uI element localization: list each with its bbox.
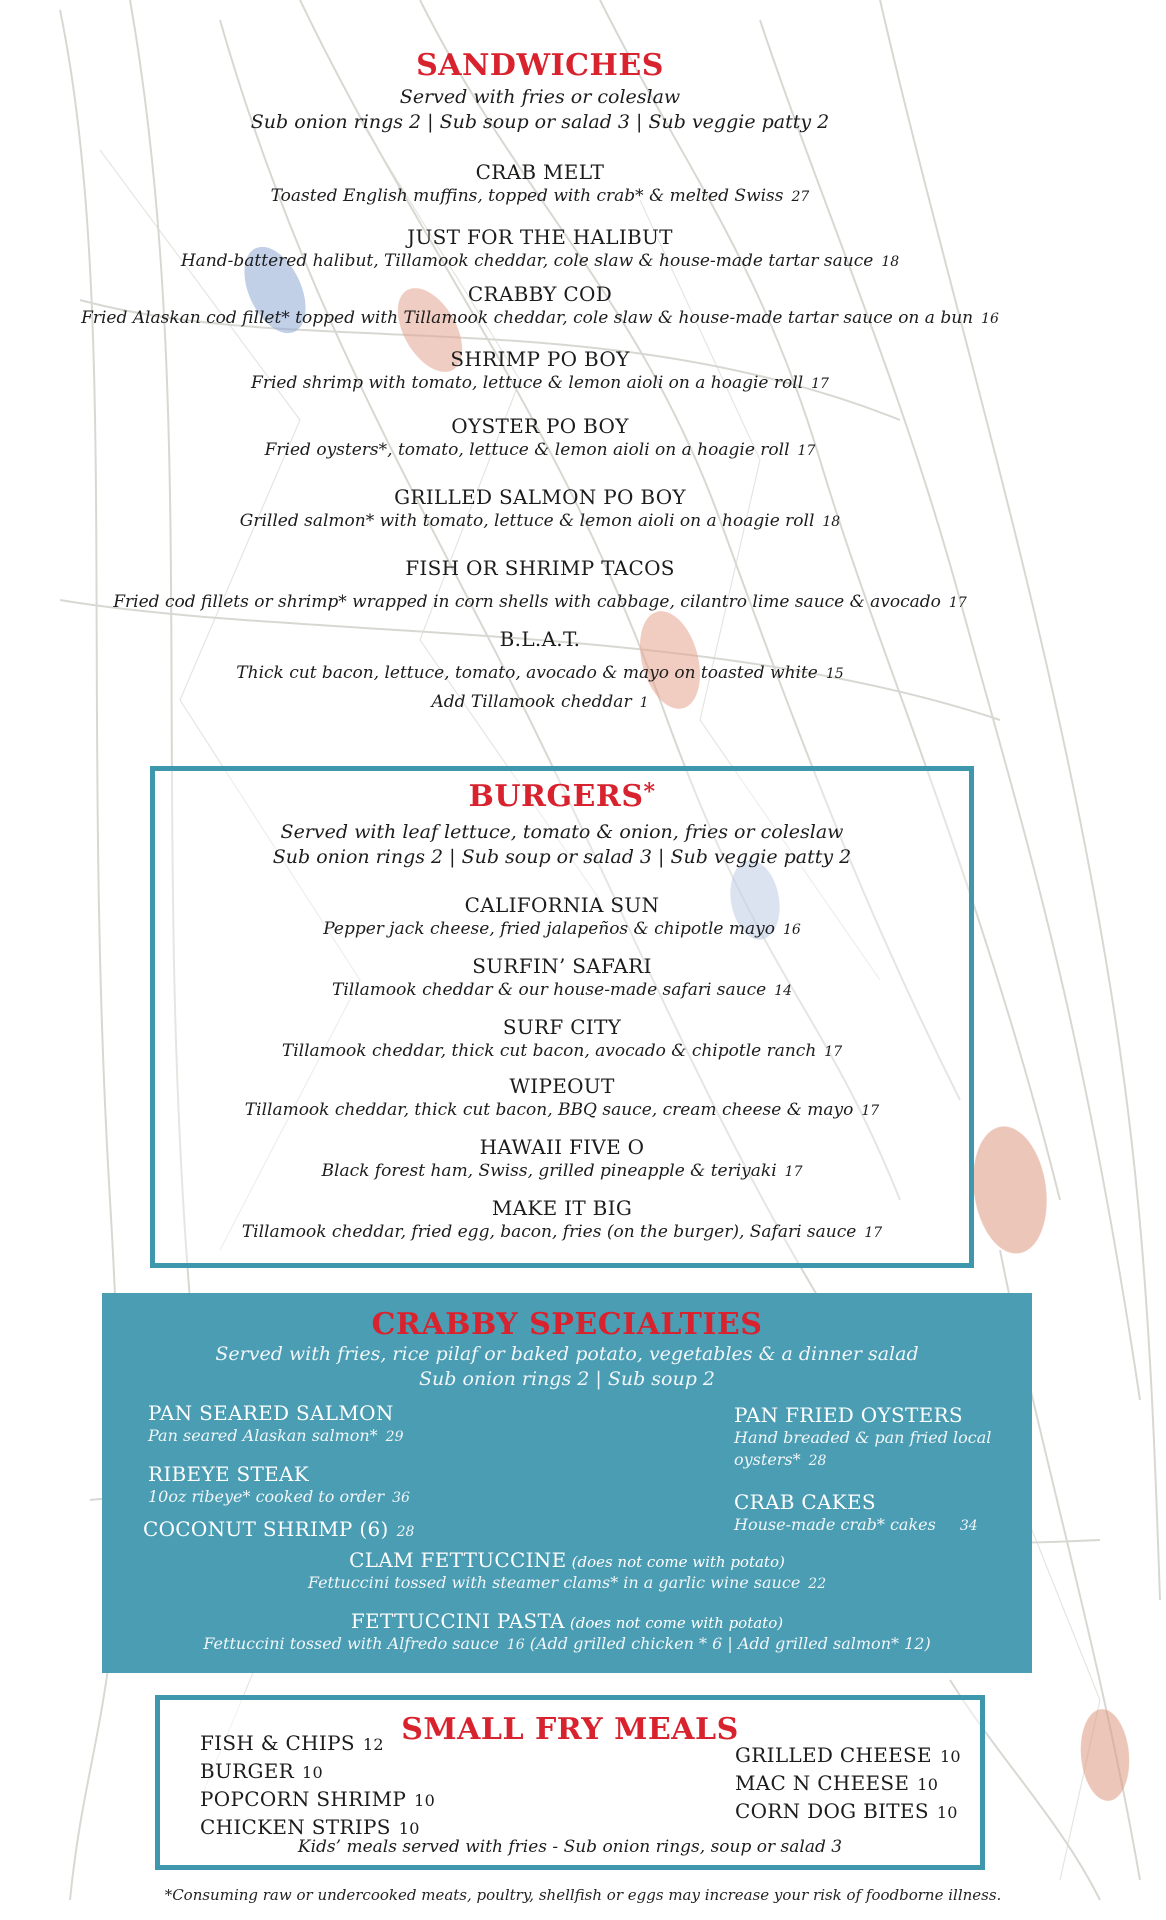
item-description: 10oz ribeye* cooked to order 36 bbox=[148, 1487, 410, 1506]
menu-item bbox=[0, 555, 1080, 614]
item-price: 34 bbox=[959, 1518, 978, 1534]
small-fry-section bbox=[155, 1695, 985, 1870]
item-price: 15 bbox=[825, 666, 844, 682]
item-name: HAWAII FIVE O bbox=[479, 1135, 645, 1159]
item-price: 36 bbox=[392, 1490, 410, 1506]
burgers-substitutions: Sub onion rings 2 | Sub soup or salad 3 | Sub veggie patty 2 bbox=[272, 846, 852, 868]
item-price: 27 bbox=[791, 189, 810, 205]
item-description: Tillamook cheddar, fried egg, bacon, fries (on the burger), Safari sauce 17 bbox=[241, 1222, 883, 1242]
small-fry-left-list bbox=[200, 1730, 435, 1842]
item-name-line bbox=[102, 1548, 1032, 1572]
item-price: 28 bbox=[808, 1453, 827, 1469]
burgers-subtitle: Served with leaf lettuce, tomato & onion, fries or coleslaw bbox=[280, 821, 844, 843]
menu-item bbox=[102, 1609, 1032, 1656]
sandwiches-section bbox=[0, 48, 1080, 714]
item-price: 17 bbox=[797, 443, 816, 459]
menu-item bbox=[155, 1195, 969, 1244]
item-name: GRILLED SALMON PO BOY bbox=[394, 485, 686, 509]
item-name: CRAB MELT bbox=[475, 160, 605, 184]
item-name: FETTUCCINI PASTA bbox=[350, 1609, 565, 1633]
item-description: Pan seared Alaskan salmon* 29 bbox=[148, 1426, 404, 1445]
item-price: 16 bbox=[782, 922, 801, 938]
list-item: CORN DOG BITES 10 bbox=[735, 1799, 958, 1823]
sandwiches-subtitle: Served with fries or coleslaw bbox=[399, 86, 681, 108]
menu-item bbox=[155, 1073, 969, 1122]
item-note: (does not come with potato) bbox=[569, 1614, 784, 1632]
item-price: 17 bbox=[824, 1044, 843, 1060]
crabby-specialties-section bbox=[102, 1293, 1032, 1673]
menu-item bbox=[148, 1462, 578, 1509]
sandwiches-title: SANDWICHES bbox=[416, 48, 664, 83]
item-name: B.L.A.T. bbox=[499, 627, 581, 651]
item-description: Tillamook cheddar & our house-made safari sauce 14 bbox=[331, 980, 793, 1000]
item-description: Tillamook cheddar, thick cut bacon, BBQ sauce, cream cheese & mayo 17 bbox=[244, 1100, 880, 1120]
menu-item bbox=[734, 1403, 1004, 1472]
item-name: OYSTER PO BOY bbox=[451, 414, 629, 438]
item-description: Fried cod fillets or shrimp* wrapped in corn shells with cabbage, cilantro lime sauce & avocado 17 bbox=[113, 592, 967, 612]
list-item: FISH & CHIPS 12 bbox=[200, 1731, 384, 1755]
item-description: Fried Alaskan cod fillet* topped with Tillamook cheddar, cole slaw & house-made tartar sauce on a bun 16 bbox=[81, 308, 999, 328]
item-price: 22 bbox=[808, 1576, 827, 1592]
list-item: GRILLED CHEESE 10 bbox=[735, 1743, 961, 1767]
menu-item bbox=[0, 346, 1080, 395]
item-description: Fettuccini tossed with steamer clams* in a garlic wine sauce 22 bbox=[307, 1573, 827, 1592]
menu-item bbox=[102, 1548, 1032, 1595]
item-description: Black forest ham, Swiss, grilled pineapple & teriyaki 17 bbox=[321, 1161, 803, 1181]
item-price: 17 bbox=[861, 1103, 880, 1119]
crabby-subtitle: Served with fries, rice pilaf or baked potato, vegetables & a dinner salad bbox=[215, 1343, 919, 1365]
item-description: Hand breaded & pan fried local oysters* 28 bbox=[734, 1428, 992, 1469]
item-description: Fettuccini tossed with Alfredo sauce 16 (Add grilled chicken * 6 | Add grilled salmon* 12) bbox=[203, 1634, 931, 1653]
item-name: RIBEYE STEAK bbox=[148, 1462, 310, 1486]
item-description: Fried oysters*, tomato, lettuce & lemon aioli on a hoagie roll 17 bbox=[264, 440, 816, 460]
item-name: SHRIMP PO BOY bbox=[450, 347, 630, 371]
item-name: CALIFORNIA SUN bbox=[464, 893, 660, 917]
item-extras: (Add grilled chicken * 6 | Add grilled salmon* 12) bbox=[529, 1634, 931, 1653]
menu-item bbox=[155, 892, 969, 941]
item-description: Thick cut bacon, lettuce, tomato, avocado & mayo on toasted white 15 bbox=[236, 663, 844, 683]
item-price: 29 bbox=[385, 1429, 404, 1445]
item-name-line bbox=[102, 1609, 1032, 1633]
crabby-left-column bbox=[143, 1401, 578, 1549]
item-price: 18 bbox=[881, 254, 900, 270]
item-price: 17 bbox=[864, 1225, 883, 1241]
item-note: (does not come with potato) bbox=[571, 1553, 785, 1571]
item-price: 17 bbox=[784, 1164, 803, 1180]
item-price: 16 bbox=[981, 311, 999, 327]
menu-item bbox=[155, 1134, 969, 1183]
item-description: Hand-battered halibut, Tillamook cheddar, cole slaw & house-made tartar sauce 18 bbox=[180, 251, 900, 271]
crabby-right-column bbox=[734, 1403, 1004, 1545]
item-description: Fried shrimp with tomato, lettuce & lemon aioli on a hoagie roll 17 bbox=[251, 373, 829, 393]
menu-item bbox=[148, 1401, 578, 1448]
item-price: 16 bbox=[506, 1637, 525, 1653]
item-description: House-made crab* cakes 34 bbox=[734, 1515, 978, 1534]
item-description: Grilled salmon* with tomato, lettuce & lemon aioli on a hoagie roll 18 bbox=[239, 511, 841, 531]
item-name: SURFIN’ SAFARI bbox=[472, 954, 652, 978]
item-price: 28 bbox=[396, 1524, 415, 1540]
item-price: 17 bbox=[811, 376, 829, 392]
burgers-section bbox=[150, 766, 974, 1268]
menu-item bbox=[0, 224, 1080, 273]
crabby-substitutions: Sub onion rings 2 | Sub soup 2 bbox=[418, 1368, 715, 1390]
menu-item bbox=[155, 953, 969, 1002]
item-name: CRABBY COD bbox=[467, 282, 613, 306]
menu-item bbox=[143, 1517, 578, 1541]
sandwiches-substitutions: Sub onion rings 2 | Sub soup or salad 3 | Sub veggie patty 2 bbox=[250, 111, 830, 133]
item-price: 14 bbox=[774, 983, 793, 999]
menu-item bbox=[0, 484, 1080, 533]
item-name: WIPEOUT bbox=[509, 1074, 615, 1098]
foodborne-illness-disclaimer: *Consuming raw or undercooked meats, poultry, shellfish or eggs may increase your risk of foodborne illness. bbox=[164, 1886, 1002, 1904]
item-name: CRAB CAKES bbox=[734, 1490, 876, 1514]
item-name: FISH OR SHRIMP TACOS bbox=[405, 556, 675, 580]
menu-item bbox=[0, 281, 1080, 330]
item-description: Toasted English muffins, topped with crab* & melted Swiss 27 bbox=[270, 186, 810, 206]
addon-price: 1 bbox=[639, 695, 649, 711]
crabby-specialties-title: CRABBY SPECIALTIES bbox=[371, 1307, 763, 1342]
small-fry-right-list bbox=[735, 1742, 961, 1826]
addon-line: Add Tillamook cheddar 1 bbox=[431, 692, 649, 712]
asterisk-mark: * bbox=[643, 779, 656, 805]
item-name: PAN FRIED OYSTERS bbox=[734, 1403, 963, 1427]
list-item: MAC N CHEESE 10 bbox=[735, 1771, 939, 1795]
item-price: 18 bbox=[822, 514, 841, 530]
small-fry-title: SMALL FRY MEALS bbox=[401, 1712, 739, 1747]
menu-item bbox=[155, 1014, 969, 1063]
small-fry-note: Kids’ meals served with fries - Sub onion rings, soup or salad 3 bbox=[297, 1837, 843, 1857]
burgers-title: BURGERS* bbox=[468, 779, 656, 814]
item-name: COCONUT SHRIMP (6) bbox=[143, 1517, 389, 1541]
list-item: BURGER 10 bbox=[200, 1759, 324, 1783]
item-name: JUST FOR THE HALIBUT bbox=[407, 225, 673, 249]
item-price: 17 bbox=[948, 595, 967, 611]
item-name: PAN SEARED SALMON bbox=[148, 1401, 394, 1425]
list-item: POPCORN SHRIMP 10 bbox=[200, 1787, 436, 1811]
menu-item bbox=[0, 626, 1080, 714]
list-item: CHICKEN STRIPS 10 bbox=[200, 1815, 420, 1839]
menu-item bbox=[0, 159, 1080, 208]
item-description: Pepper jack cheese, fried jalapeños & chipotle mayo 16 bbox=[323, 919, 801, 939]
menu-item bbox=[0, 413, 1080, 462]
item-name: CLAM FETTUCCINE bbox=[349, 1548, 567, 1572]
menu-item bbox=[734, 1490, 1004, 1537]
item-description: Tillamook cheddar, thick cut bacon, avocado & chipotle ranch 17 bbox=[281, 1041, 843, 1061]
item-name: SURF CITY bbox=[502, 1015, 622, 1039]
item-name: MAKE IT BIG bbox=[491, 1196, 633, 1220]
